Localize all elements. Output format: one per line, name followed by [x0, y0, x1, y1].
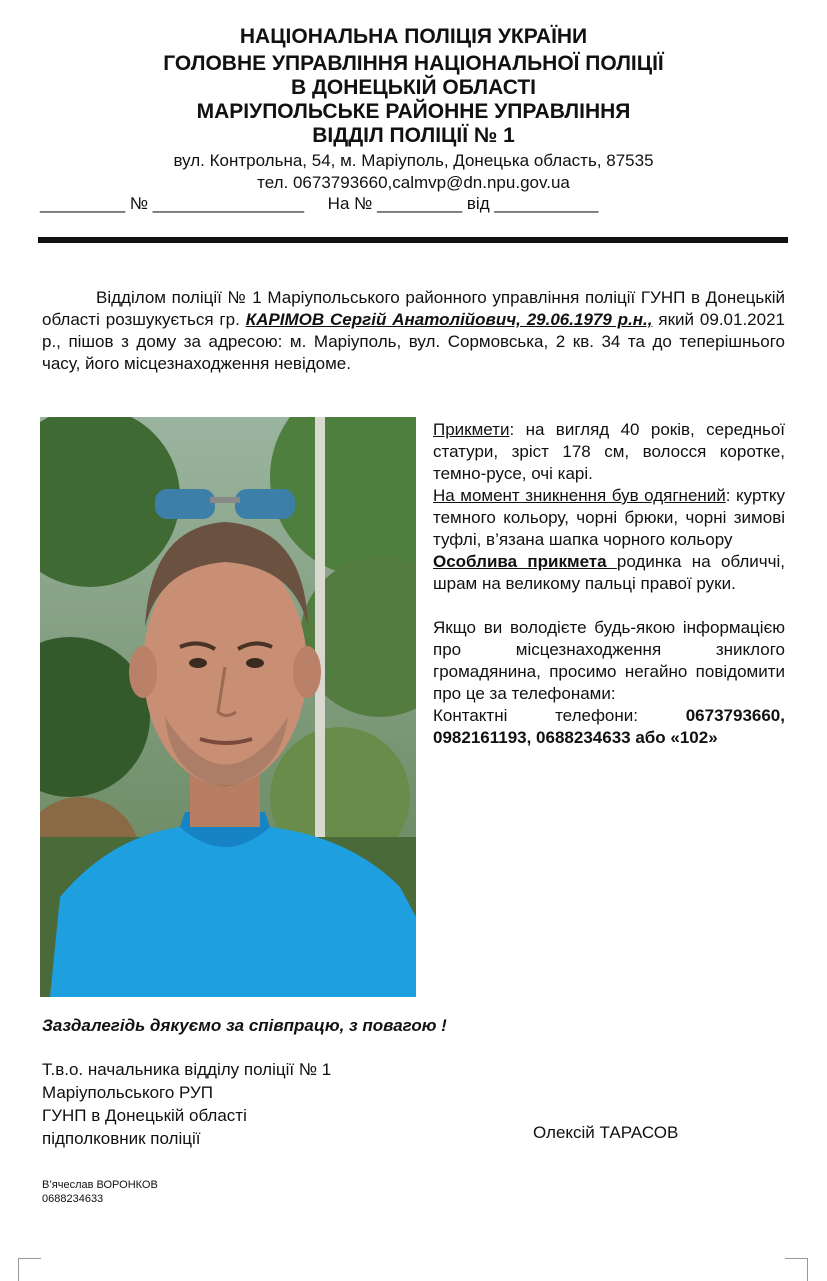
contact-label: Контактні телефони: [433, 706, 686, 725]
executor-phone: 0688234633 [42, 1193, 104, 1205]
header-line-3: В ДОНЕЦЬКІЙ ОБЛАСТІ [290, 76, 537, 99]
signature-title-2: Маріупольського РУП [42, 1083, 214, 1102]
clothing-colon: : [725, 486, 731, 505]
appeal-paragraph: Якщо ви володієте будь-якою інформацією про місцезнаходження зниклого громадянина, просимо негайно повідомити про це за телефонами: [433, 618, 785, 703]
executor-name: В’ячеслав ВОРОНКОВ [42, 1179, 158, 1191]
header-line-2: ГОЛОВНЕ УПРАВЛІННЯ НАЦІОНАЛЬНОЇ ПОЛІЦІЇ [163, 52, 664, 75]
signature-title-1: Т.в.о. начальника відділу поліції № 1 [42, 1060, 332, 1079]
portrait-illustration [40, 417, 416, 997]
clothing-paragraph [433, 485, 785, 551]
missing-person-name: КАРІМОВ Сергій Анатолійович, 29.06.1979 р.н., [245, 310, 653, 329]
missing-person-photo [40, 417, 416, 997]
page-corner-right [785, 1258, 808, 1281]
signs-text: : на вигляд 40 років, середньої статури, зріст 178 см, волосся коротке, темно-русе, очі карі. [433, 420, 785, 483]
contact-phones: 0673793660, 0982161193, 0688234633 або «102» [433, 706, 785, 747]
signature-rank: підполковник поліції [42, 1129, 201, 1148]
signature-block [42, 1058, 331, 1150]
intro-text-2: який 09.01.2021 р., пішов з дому за адресою: м. Маріуполь, вул. Сормовська, 2 кв. 34 та до теперішнього часу, його місцезнаходження невідоме. [42, 310, 785, 373]
intro-paragraph [42, 287, 785, 375]
clothing-label: На момент зникнення був одягнений [433, 486, 726, 505]
special-paragraph [433, 551, 785, 595]
executor-block [42, 1178, 158, 1206]
signs-label: Прикмети [433, 420, 510, 439]
special-text: родинка на обличчі, шрам на великому пальці правої руки. [433, 552, 786, 593]
header-line-5: ВІДДІЛ ПОЛІЦІЇ № 1 [312, 124, 515, 147]
intro-text-1: Відділом поліції № 1 Маріупольського районного управління поліції ГУНП в Донецькій області розшукується гр. [42, 288, 785, 329]
header-line-1: НАЦІОНАЛЬНА ПОЛІЦІЯ УКРАЇНИ [239, 25, 588, 48]
contacts-paragraph [433, 705, 785, 749]
signer-name: Олексій ТАРАСОВ [533, 1123, 679, 1142]
page-corner-left [18, 1258, 41, 1281]
reference-line: _________ № ________________ На № _________ від ___________ [40, 194, 599, 213]
address: вул. Контрольна, 54, м. Маріуполь, Донецька область, 87535 [173, 151, 654, 170]
thanks-line: Заздалегідь дякуємо за співпрацю, з повагою ! [42, 1016, 447, 1035]
clothing-text: куртку темного кольору, чорні брюки, чорні зимові туфлі, в’язана шапка чорного кольору [433, 486, 785, 549]
header-divider [38, 237, 788, 243]
description-block [433, 419, 785, 749]
special-label: Особлива прикмета [433, 552, 617, 571]
signature-title-3: ГУНП в Донецькій області [42, 1106, 247, 1125]
contact-line: тел. 0673793660,calmvp@dn.npu.gov.ua [257, 173, 570, 192]
signs-paragraph [433, 419, 785, 485]
header-line-4: МАРІУПОЛЬСЬКЕ РАЙОННЕ УПРАВЛІННЯ [196, 100, 631, 123]
